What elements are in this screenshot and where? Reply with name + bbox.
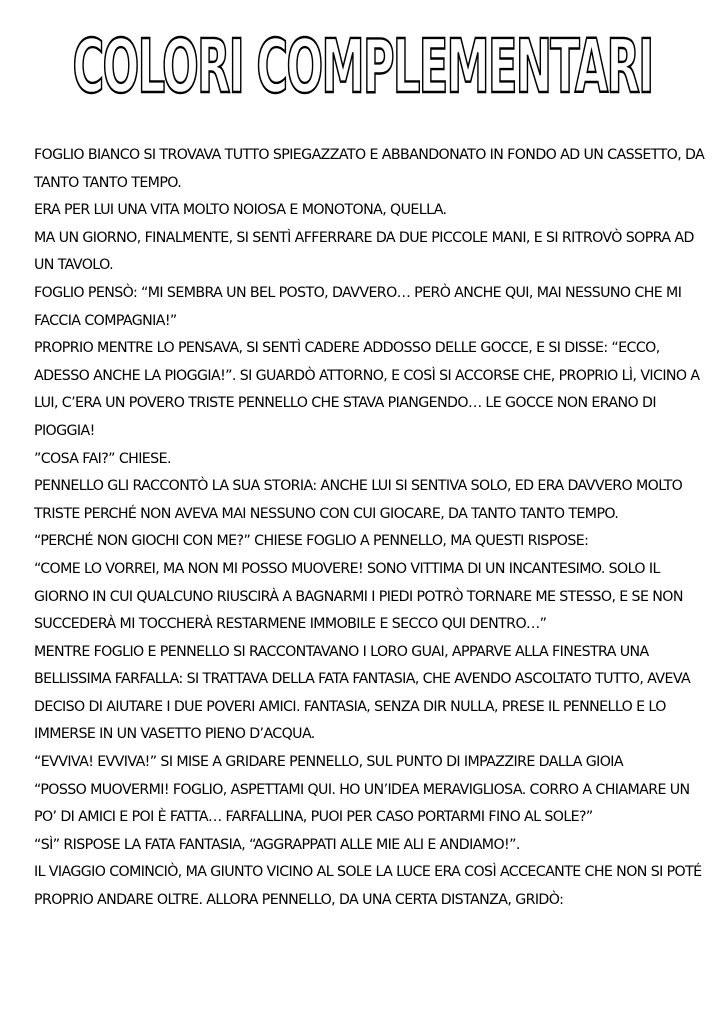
paragraph: FOGLIO PENSÒ: “MI SEMBRA UN BEL POSTO, DAVVERO… PERÒ ANCHE QUI, MAI NESSUNO CHE MI FACCIA COMPAGNIA!” bbox=[34, 284, 682, 329]
paragraph: ”COSA FAI?” CHIESE. bbox=[34, 450, 171, 467]
story-body bbox=[34, 142, 714, 915]
paragraph: MENTRE FOGLIO E PENNELLO SI RACCONTAVANO I LORO GUAI, APPARVE ALLA FINESTRA UNA BELLISSIMA FARFALLA: SI TRATTAVA DELLA FATA FANTASIA, CHE AVENDO ASCOLTATO TUTTO, AVEVA DECISO DI AIUTARE I DUE POVERI AMICI. FANTASIA, SENZA DIR NULLA, PRESE IL PENNELLO E LO IMMERSE IN UN VASETTO PIENO D’ACQUA. bbox=[34, 643, 691, 743]
page-title: COLORI COMPLEMENTARI bbox=[72, 24, 653, 110]
paragraph: PENNELLO GLI RACCONTÒ LA SUA STORIA: ANCHE LUI SI SENTIVA SOLO, ED ERA DAVVERO MOLTO TRISTE PERCHÉ NON AVEVA MAI NESSUNO CON CUI GIOCARE, DA TANTO TANTO TEMPO. bbox=[34, 478, 683, 522]
paragraph: PROPRIO MENTRE LO PENSAVA, SI SENTÌ CADERE ADDOSSO DELLE GOCCE, E SI DISSE: “ECCO, ADESSO ANCHE LA PIOGGIA!”. SI GUARDÒ ATTORNO, E COSÌ SI ACCORSE CHE, PROPRIO LÌ, VICINO A LUI, C’ERA UN POVERO TRISTE PENNELLO CHE STAVA PIANGENDO… LE GOCCE NON ERANO DI PIOGGIA! bbox=[34, 340, 700, 439]
paragraph: “POSSO MUOVERMI! FOGLIO, ASPETTAMI QUI. HO UN’IDEA MERAVIGLIOSA. CORRO A CHIAMARE UN PO’ DI AMICI E POI È FATTA… FARFALLINA, PUOI PER CASO PORTARMI FINO AL SOLE?” bbox=[34, 781, 690, 826]
paragraph: IL VIAGGIO COMINCIÒ, MA GIUNTO VICINO AL SOLE LA LUCE ERA COSÌ ACCECANTE CHE NON SI POTÉ PROPRIO ANDARE OLTRE. ALLORA PENNELLO, DA UNA CERTA DISTANZA, GRIDÒ: bbox=[34, 864, 702, 909]
outlined-title bbox=[0, 22, 725, 112]
paragraph: “EVVIVA! EVVIVA!” SI MISE A GRIDARE PENNELLO, SUL PUNTO DI IMPAZZIRE DALLA GIOIA bbox=[34, 754, 624, 771]
paragraph: “COME LO VORREI, MA NON MI POSSO MUOVERE! SONO VITTIMA DI UN INCANTESIMO. SOLO IL GIORNO IN CUI QUALCUNO RIUSCIRÀ A BAGNARMI I PIEDI POTRÒ TORNARE ME STESSO, E SE NON SUCCEDERÀ MI TOCCHERÀ RESTARMENE IMMOBILE E SECCO QUI DENTRO…” bbox=[34, 560, 683, 633]
paragraph: “SÌ” RISPOSE LA FATA FANTASIA, “AGGRAPPATI ALLE MIE ALI E ANDIAMO!”. bbox=[34, 836, 520, 853]
paragraph: ERA PER LUI UNA VITA MOLTO NOIOSA E MONOTONA, QUELLA. bbox=[34, 202, 447, 219]
paragraph: MA UN GIORNO, FINALMENTE, SI SENTÌ AFFERRARE DA DUE PICCOLE MANI, E SI RITROVÒ SOPRA AD UN TAVOLO. bbox=[34, 229, 694, 274]
paragraph: “PERCHÉ NON GIOCHI CON ME?” CHIESE FOGLIO A PENNELLO, MA QUESTI RISPOSE: bbox=[34, 533, 589, 550]
title-banner bbox=[0, 22, 725, 112]
paragraph: FOGLIO BIANCO SI TROVAVA TUTTO SPIEGAZZATO E ABBANDONATO IN FONDO AD UN CASSETTO, DA TANTO TANTO TEMPO. bbox=[34, 147, 705, 191]
